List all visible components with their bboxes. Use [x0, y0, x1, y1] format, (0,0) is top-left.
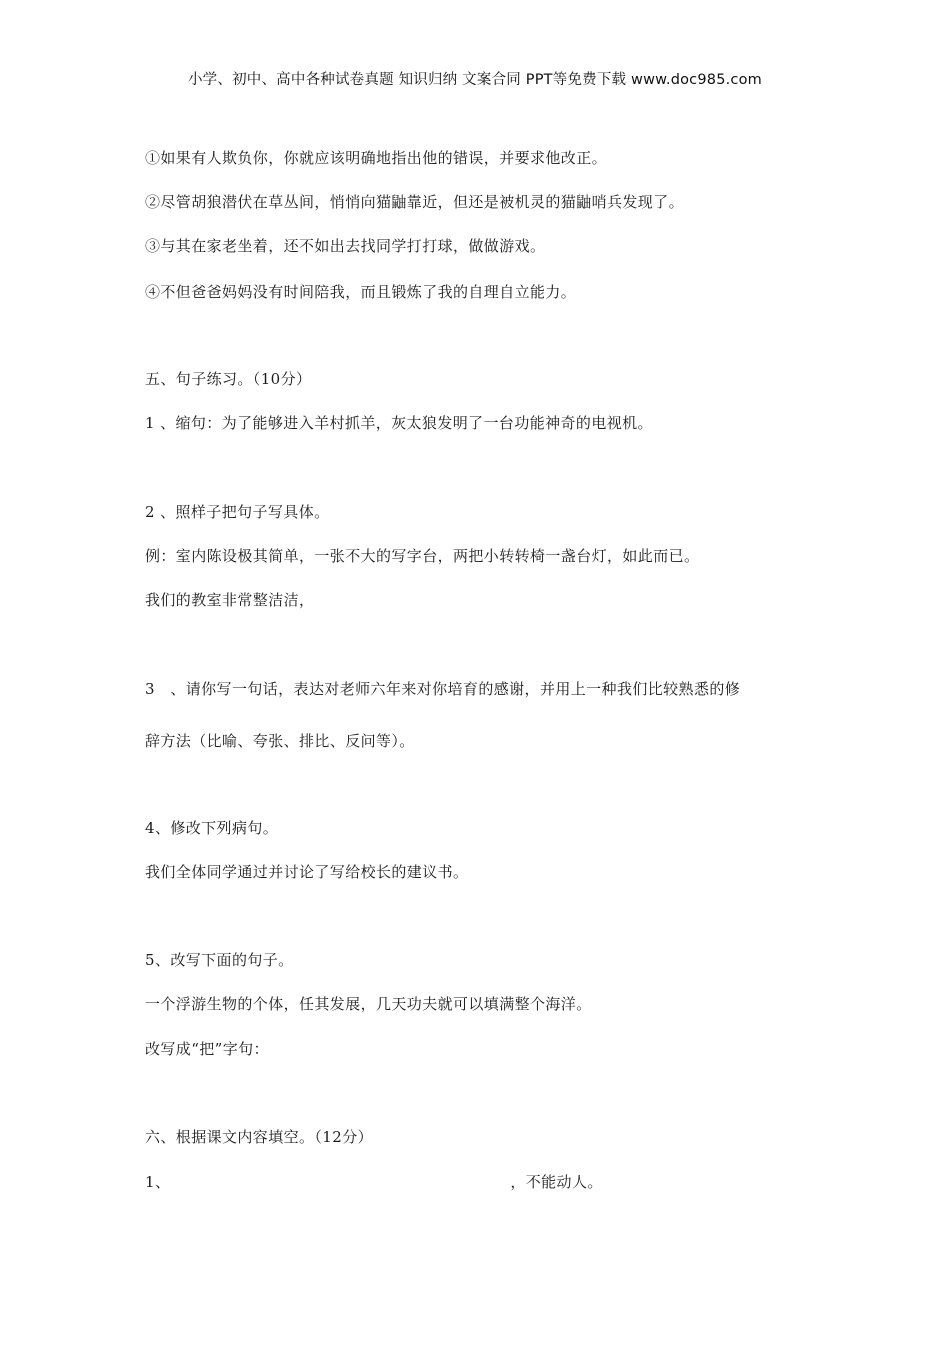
question-6-1: [145, 1172, 603, 1192]
question-6-1-number: 1、: [145, 1173, 171, 1191]
question-5-1: 1 、缩句：为了能够进入羊村抓羊，灰太狼发明了一台功能神奇的电视机。: [145, 414, 653, 432]
option-1: ①如果有人欺负你，你就应该明确地指出他的错误，并要求他改正。: [145, 149, 608, 167]
option-2: ②尽管胡狼潜伏在草丛间，悄悄向猫鼬靠近，但还是被机灵的猫鼬哨兵发现了。: [145, 193, 685, 211]
question-5-2-example: 例：室内陈设极其简单，一张不大的写字台，两把小转转椅一盏台灯，如此而已。: [145, 547, 700, 565]
page-header: 小学、初中、高中各种试卷真题 知识归纳 文案合同 PPT等免费下载 www.doc985.com: [187, 72, 763, 88]
option-3: ③与其在家老坐着，还不如出去找同学打打球，做做游戏。: [145, 237, 546, 255]
question-5-2-prompt: 我们的教室非常整洁洁，: [145, 591, 315, 609]
question-5-5-title: 5、改写下面的句子。: [145, 951, 294, 969]
question-5-5-sentence: 一个浮游生物的个体，任其发展，几天功夫就可以填满整个海洋。: [145, 995, 592, 1013]
section-5-title: 五、句子练习。（10分）: [145, 370, 312, 388]
section-6-title: 六、根据课文内容填空。（12分）: [145, 1128, 373, 1146]
question-5-2-title: 2 、照样子把句子写具体。: [145, 503, 330, 521]
question-5-4-title: 4、修改下列病句。: [145, 819, 279, 837]
question-6-1-tail: ，不能动人。: [510, 1173, 603, 1191]
question-5-3-line1: 3 、请你写一句话，表达对老师六年来对你培育的感谢，并用上一种我们比较熟悉的修: [145, 680, 741, 698]
question-5-4-sentence: 我们全体同学通过并讨论了写给校长的建议书。: [145, 863, 469, 881]
option-4: ④不但爸爸妈妈没有时间陪我，而且锻炼了我的自理自立能力。: [145, 283, 577, 301]
question-5-3-line2: 辞方法（比喻、夸张、排比、反问等）。: [145, 732, 415, 750]
question-5-5-prompt: 改写成“把”字句：: [145, 1040, 269, 1058]
